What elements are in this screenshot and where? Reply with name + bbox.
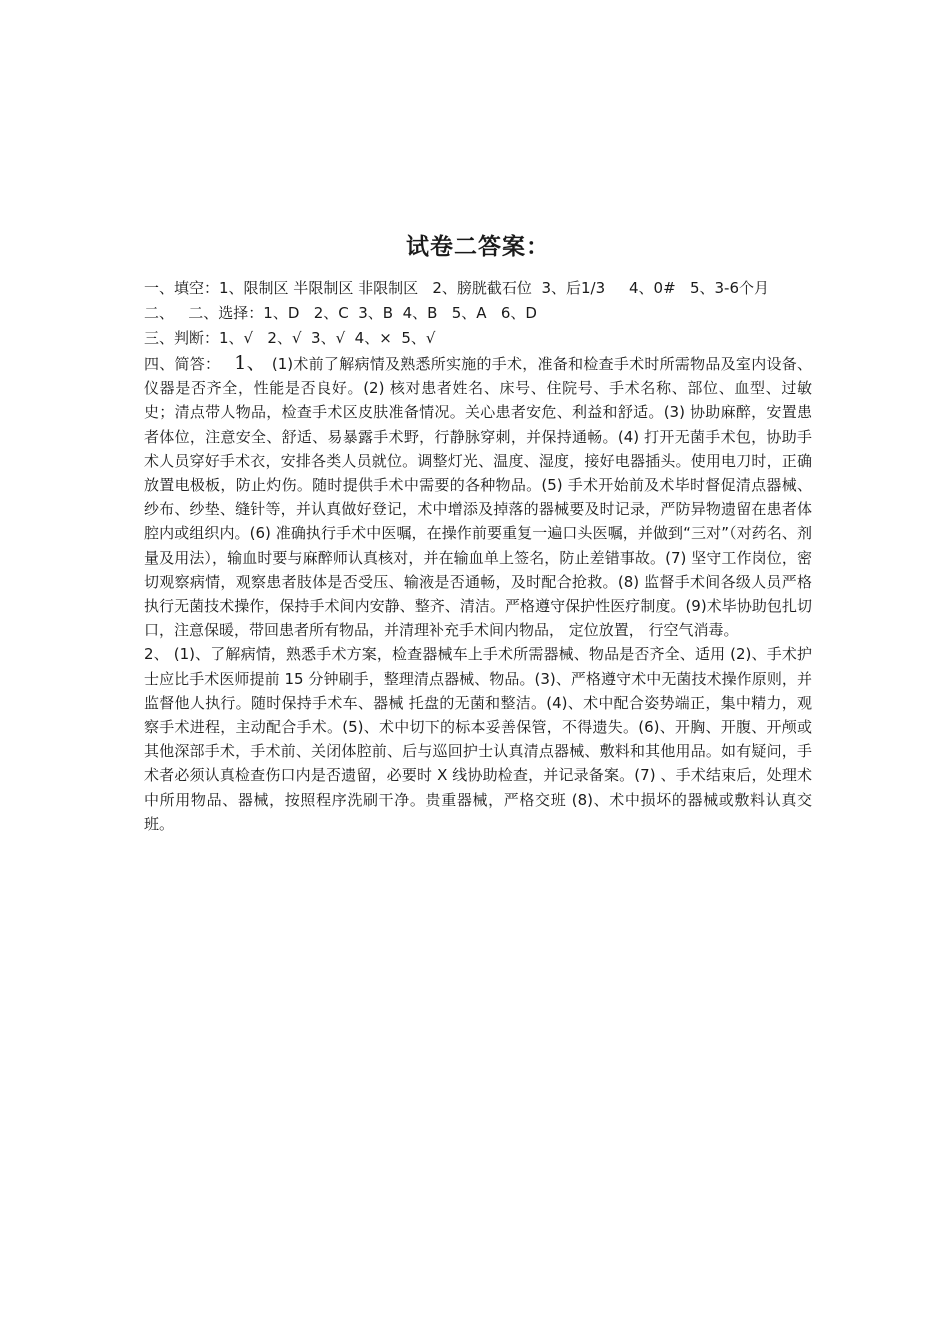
fill-in-answers: 一、填空：1、限制区 半限制区 非限制区 2、膀胱截石位 3、后1/3 4、0# 5、3-6个月 [144,279,769,297]
q1-number: 1、 [234,352,266,374]
page-title: 试卷二答案： [406,234,550,260]
short-answer-label: 四、简答： [144,355,221,373]
short-answer-q2: 2、 (1)、了解病情，熟悉手术方案，检查器械车上手术所需器械、物品是否齐全、适用 (2)、手术护士应比手术医师提前 15 分钟刷手，整理清点器械、物品。(3)、严格遵守术中无菌技术操作原则，并监督他人执行。随时保持手术车、器械 托盘的无菌和整洁。(4)、术中配合姿势端正，集中精力，观察手术进程，主动配合手术。(5)、术中切下的标本妥善保管，不得遗失。(6)、开胸、开腹、开颅或其他深部手术，手术前、关闭体腔前、后与巡回护士认真清点器械、敷料和其他用品。如有疑问，手术者必须认真检查伤口内是否遗留，必要时 X 线协助检查，并记录备案。(7) 、手术结束后，处理术中所用物品、器械，按照程序洗刷干净。贵重器械，严格交班 (8)、术中损坏的器械或敷料认真交班。 [144,645,812,833]
q1-text: (1)术前了解病情及熟悉所实施的手术，准备和检查手术时所需物品及室内设备、仪器是否齐全，性能是否良好。(2) 核对患者姓名、床号、住院号、手术名称、部位、血型、过敏史；清点带人物品，检查手术区皮肤准备情况。关心患者安危、利益和舒适。(3) 协助麻醉，安置患者体位，注意安全、舒适、易暴露手术野，行静脉穿刺，并保持通畅。(4) 打开无菌手术包，协助手术人员穿好手术衣，安排各类人员就位。调整灯光、温度、湿度，接好电器插头。使用电刀时，正确放置电极板，防止灼伤。随时提供手术中需要的各种物品。(5) 手术开始前及术毕时督促清点器械、纱布、纱垫、缝针等，并认真做好登记，术中增添及掉落的器械要及时记录，严防异物遗留在患者体腔内或组织内。(6) 准确执行手术中医嘱，在操作前要重复一遍口头医嘱，并做到“三对”（对药名、剂量及用法），输血时要与麻醉师认真核对，并在输血单上签名，防止差错事故。(7) 坚守工作岗位，密切观察病情，观察患者肢体是否受压、输液是否通畅，及时配合抢救。(8) 监督手术间各级人员严格执行无菌技术操作，保持手术间内安静、整齐、清洁。严格遵守保护性医疗制度。(9)术毕协助包扎切口，注意保暖，带回患者所有物品，并清理补充手术间内物品， 定位放置， 行空气消毒。 [144,355,812,640]
answer-sheet [144,230,812,836]
choice-answers: 二、 二、选择：1、D 2、C 3、B 4、B 5、A 6、D [144,304,537,322]
judge-answers: 三、判断：1、√ 2、√ 3、√ 4、× 5、√ [144,329,436,347]
short-answer-q1 [144,351,812,642]
